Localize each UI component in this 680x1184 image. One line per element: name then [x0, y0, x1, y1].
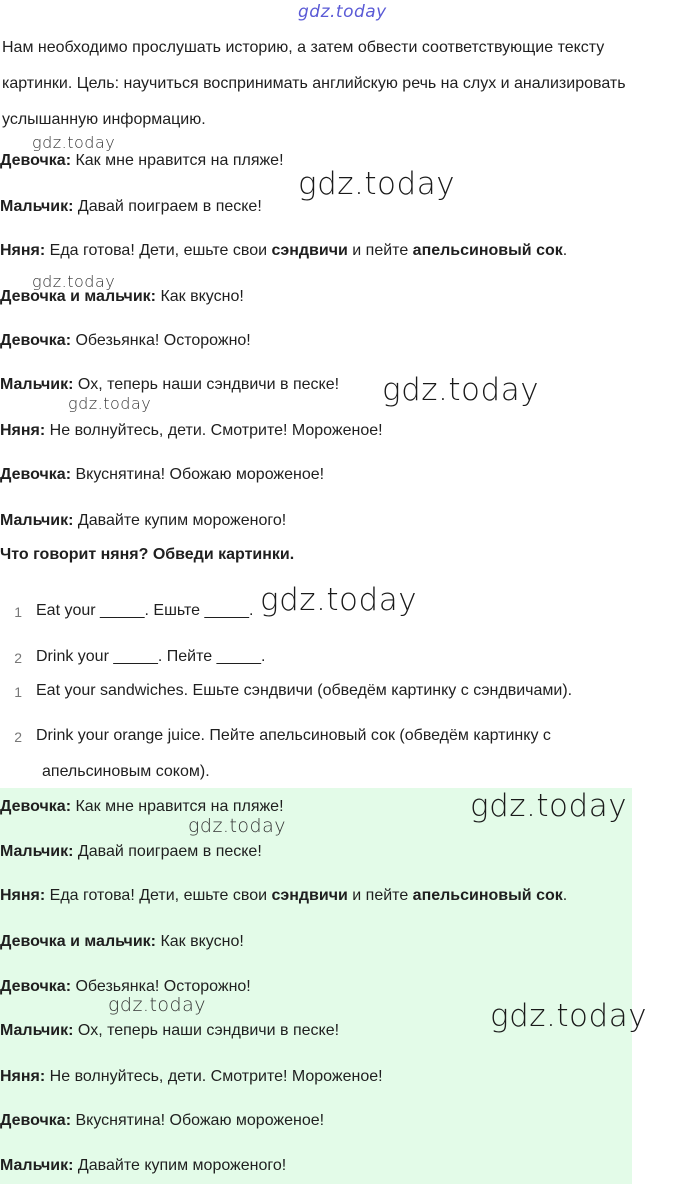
speaker: Девочка и мальчик: — [0, 288, 156, 305]
speaker: Няня: — [0, 1068, 46, 1085]
dialogue-line-1 — [0, 152, 284, 170]
speaker: Девочка: — [0, 332, 72, 349]
answer-item-1: Eat your sandwiches. Ешьте сэндвичи (обведём картинку с сэндвичами). — [36, 682, 573, 699]
bold-word-sandwiches: сэндвичи — [271, 887, 348, 904]
dialogue-line-8 — [0, 466, 324, 484]
speech: . — [562, 242, 568, 259]
dialogue-repeat-line-3 — [0, 887, 567, 905]
speaker: Мальчик: — [0, 512, 74, 529]
dialogue-repeat-line-4 — [0, 933, 244, 951]
dialogue-repeat-line-7 — [0, 1068, 383, 1086]
speaker: Мальчик: — [0, 198, 74, 215]
speaker: Девочка: — [0, 152, 72, 169]
watermark: gdz.today — [108, 994, 206, 1016]
task-item-1: Eat your _____. Ешьте _____. — [36, 602, 254, 619]
watermark: gdz.today — [298, 166, 456, 202]
watermark: gdz.today — [32, 272, 116, 291]
dialogue-repeat-line-9 — [0, 1157, 286, 1175]
watermark: gdz.today — [490, 998, 648, 1034]
watermark: gdz.today — [68, 394, 152, 413]
answer-item-2-continuation: апельсиновым соком). — [42, 763, 210, 780]
speech: Обезьянка! Осторожно! — [71, 332, 251, 349]
task-number: 1 — [14, 604, 22, 620]
speech: Не волнуйтесь, дети. Смотрите! Мороженое! — [45, 1068, 383, 1085]
speaker: Мальчик: — [0, 376, 74, 393]
speaker: Мальчик: — [0, 843, 74, 860]
dialogue-line-3 — [0, 242, 567, 260]
speaker: Девочка: — [0, 978, 72, 995]
speech: Давай поиграем в песке! — [73, 843, 262, 860]
speech: . — [562, 887, 568, 904]
speaker: Няня: — [0, 422, 46, 439]
dialogue-line-9 — [0, 512, 286, 530]
task-number: 2 — [14, 650, 22, 666]
speech: Давайте купим мороженого! — [73, 1157, 287, 1174]
dialogue-repeat-line-8 — [0, 1112, 324, 1130]
watermark: gdz.today — [260, 582, 418, 618]
speech: Как вкусно! — [156, 288, 244, 305]
intro-paragraph: Нам необходимо прослушать историю, а затем обвести соответствующие тексту картинки. Цель: научиться воспринимать английскую речь на слух и анализировать услышанную информацию. — [2, 39, 626, 128]
speaker: Няня: — [0, 242, 46, 259]
speaker: Девочка и мальчик: — [0, 933, 156, 950]
dialogue-line-6 — [0, 376, 339, 394]
speaker: Девочка: — [0, 466, 72, 483]
speech: Как мне нравится на пляже! — [71, 798, 284, 815]
watermark: gdz.today — [188, 815, 286, 837]
bold-word-juice: апельсиновый сок — [412, 242, 563, 259]
answer-number: 1 — [14, 684, 22, 700]
dialogue-line-7 — [0, 422, 383, 440]
speaker: Девочка: — [0, 798, 72, 815]
watermark: gdz.today — [382, 372, 540, 408]
speech: и пейте — [347, 242, 413, 259]
speaker: Девочка: — [0, 1112, 72, 1129]
answer-item-2: Drink your orange juice. Пейте апельсиновый сок (обведём картинку с — [36, 727, 551, 744]
watermark: gdz.today — [470, 788, 628, 824]
speaker: Няня: — [0, 887, 46, 904]
speech: Еда готова! Дети, ешьте свои — [45, 242, 272, 259]
dialogue-repeat-line-1 — [0, 798, 284, 816]
speech: Не волнуйтесь, дети. Смотрите! Мороженое! — [45, 422, 383, 439]
speech: Как мне нравится на пляже! — [71, 152, 284, 169]
speech: Давайте купим мороженого! — [73, 512, 287, 529]
speech: Обезьянка! Осторожно! — [71, 978, 251, 995]
watermark-top: gdz.today — [298, 2, 387, 22]
dialogue-line-2 — [0, 198, 262, 216]
speech: и пейте — [347, 887, 413, 904]
speech: Вкуснятина! Обожаю мороженое! — [71, 1112, 325, 1129]
dialogue-line-5 — [0, 332, 251, 350]
dialogue-repeat-line-6 — [0, 1022, 339, 1040]
answer-number: 2 — [14, 729, 22, 745]
speech: Ох, теперь наши сэндвичи в песке! — [73, 376, 340, 393]
question-heading: Что говорит няня? Обведи картинки. — [0, 546, 295, 563]
speech: Давай поиграем в песке! — [73, 198, 262, 215]
speech: Вкуснятина! Обожаю мороженое! — [71, 466, 325, 483]
speech: Ох, теперь наши сэндвичи в песке! — [73, 1022, 340, 1039]
dialogue-repeat-line-2 — [0, 843, 262, 861]
speaker: Мальчик: — [0, 1157, 74, 1174]
task-item-2: Drink your _____. Пейте _____. — [36, 648, 266, 665]
bold-word-sandwiches: сэндвичи — [271, 242, 348, 259]
speech: Как вкусно! — [156, 933, 244, 950]
speaker: Мальчик: — [0, 1022, 74, 1039]
watermark: gdz.today — [32, 133, 116, 152]
speech: Еда готова! Дети, ешьте свои — [45, 887, 272, 904]
bold-word-juice: апельсиновый сок — [412, 887, 563, 904]
